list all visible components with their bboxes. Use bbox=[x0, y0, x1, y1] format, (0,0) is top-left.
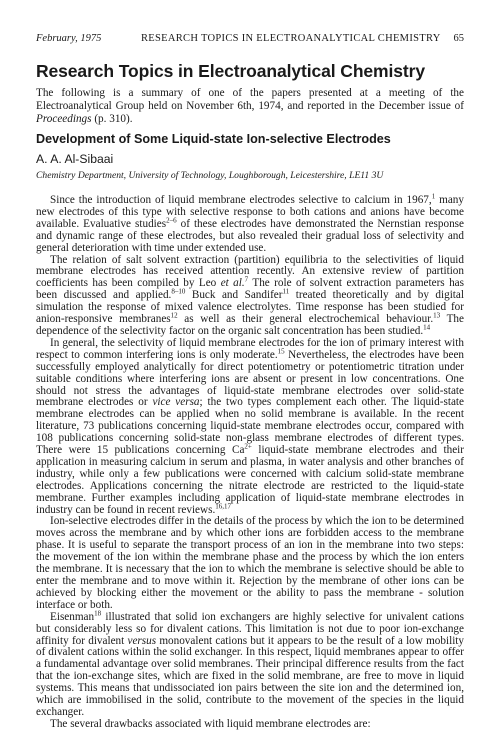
citation-superscript: 1 bbox=[431, 192, 436, 201]
article-body bbox=[36, 192, 465, 731]
header-running-title: RESEARCH TOPICS IN ELECTROANALYTICAL CHEMISTRY bbox=[141, 33, 441, 44]
header-page-number: 65 bbox=[453, 33, 464, 44]
citation-superscript: 12 bbox=[170, 311, 178, 320]
body-text: Buck and Sandifer bbox=[185, 289, 283, 302]
citation-superscript: 2+ bbox=[244, 442, 252, 451]
running-header bbox=[36, 33, 464, 47]
intro-tail: (p. 310). bbox=[91, 113, 133, 126]
body-paragraph bbox=[36, 516, 464, 611]
body-text: In general, the selectivity of liquid membrane electrodes for the ion of primary interest with respect to common interfering ions is only moderate. bbox=[36, 336, 464, 361]
body-text: Ion-selective electrodes differ in the details of the process by which the ion to be determined moves across the membrane and by which other ions are forbidden access to the membrane phase. It is useful to separate the transport process of an ion in the membrane into two steps: the movement of the ion within the membrane phase and the process by which the ion enters the membrane. It is necessary that the ion to which the membrane is selective should be able to enter the membrane and to move within it. Rejection by the membrane of other ions can be achieved by blocking either the movement or the ability to pass the membrane - solution interface or both. bbox=[36, 515, 464, 611]
intro-text: The following is a summary of one of the papers presented at a meeting of the Electroanalytical Group held on November 6th, 1974, and reported in the December issue of bbox=[36, 87, 464, 113]
body-text: illustrated that solid ion exchangers are highly selective for univalent cations but considerably less so for divalent cations. This limitation is not due to poor ion-exchange affinity for divalent bbox=[36, 610, 464, 647]
header-date: February, 1975 bbox=[36, 33, 102, 44]
citation-superscript: 7 bbox=[244, 275, 249, 284]
body-text: Nevertheless, the electrodes have been successfully employed analytically for direct potentiometry or potentiometric titration under suitable conditions where interfering ions are absent or present in low concentrations. One should not stress the advantages of liquid-state membrane electrodes over solid-state membrane electrodes or bbox=[36, 348, 464, 409]
body-text: many new electrodes of this type with selective response to both cations and anions have become available. Evaluative studies bbox=[36, 194, 464, 230]
body-text: liquid-state membrane electrodes and their application in measuring calcium in serum and plasma, in water analysis and other branches of industry, while only a few publications were concerned with calcium solid-state membrane electrodes. Applications concerning the nitrate electrode are restricted to the liquid-state membrane. Further examples including application of liquid-state membrane electrodes in industry can be found in recent reviews. bbox=[36, 444, 465, 516]
citation-superscript: 14 bbox=[423, 323, 431, 332]
body-text: of these electrodes have demonstrated the Nernstian response and dynamic range of these electrodes, but also revealed their gradual loss of selectivity and general deterioration with time under extended use. bbox=[36, 217, 464, 254]
body-text: The dependence of the selectivity factor on the organic salt concentration has been studied. bbox=[36, 313, 464, 337]
citation-superscript: 2–6 bbox=[166, 216, 177, 225]
body-text: The relation of salt solvent extraction (partition) equilibria to the selectivities of liquid membrane electrodes has received attention recently. An extensive review of partition coefficients has been compiled by Leo bbox=[36, 253, 464, 290]
italic-text: vice versa bbox=[152, 396, 200, 409]
body-text: treated theoretically and by digital simulation the response of mixed valence electrolytes. Time response has been studied for anion-responsive membranes bbox=[36, 289, 464, 326]
intro-paragraph bbox=[36, 87, 464, 127]
article-affiliation: Chemistry Department, University of Technology, Loughborough, Leicestershire, LE11 3U bbox=[36, 170, 384, 181]
body-paragraph bbox=[36, 255, 464, 338]
body-paragraph bbox=[36, 608, 465, 719]
citation-superscript: 18 bbox=[94, 608, 102, 617]
intro-journal: Proceedings bbox=[36, 113, 92, 126]
body-text: monovalent cations but it appears to be the result of a low mobility of divalent cations within the solid exchanger. In this respect, liquid membranes appear to offer a fundamental advantage over solid membranes. Their principal difference results from the fact that the ion-exchange sites, which are fixed in the solid membrane, are free to move in liquid systems. This means that undissociated ion pairs between the site ion and the determined ion, which are immobilised in the solid, contribute to the movement of the species in the liquid exchanger. bbox=[36, 634, 465, 718]
body-paragraph bbox=[36, 338, 464, 517]
italic-text: et al. bbox=[220, 277, 245, 290]
italic-text: versus bbox=[127, 634, 157, 647]
citation-superscript: 16,17 bbox=[215, 501, 232, 510]
citation-superscript: 8–10 bbox=[171, 287, 186, 296]
article-author: A. A. Al-Sibaai bbox=[36, 152, 114, 166]
body-paragraph bbox=[36, 192, 464, 255]
page-title: Research Topics in Electroanalytical Chemistry bbox=[36, 61, 425, 81]
citation-superscript: 13 bbox=[433, 311, 441, 320]
body-text: Since the introduction of liquid membrane electrodes selective to calcium in 1967, bbox=[50, 194, 432, 206]
citation-superscript: 15 bbox=[277, 347, 285, 356]
body-text: The several drawbacks associated with liquid membrane electrodes are: bbox=[50, 717, 371, 730]
body-text: as well as their general electrochemical behaviour. bbox=[177, 313, 434, 326]
body-text: The role of solvent extraction parameters has been discussed and applied. bbox=[36, 277, 464, 302]
body-paragraph bbox=[36, 719, 464, 731]
citation-superscript: 11 bbox=[282, 287, 290, 296]
body-text: Eisenman bbox=[50, 610, 95, 623]
article-title: Development of Some Liquid-state Ion-selective Electrodes bbox=[36, 132, 391, 146]
body-text: ; the two types complement each other. The liquid-state membrane electrodes can be applied when no solid membrane is available. In the recent literature, 73 publications concerning liquid-state membrane electrodes occur, compared with 108 publications concerning solid-state non-glass membrane electrodes of different types. There were 15 publications concerning Ca bbox=[36, 396, 464, 457]
